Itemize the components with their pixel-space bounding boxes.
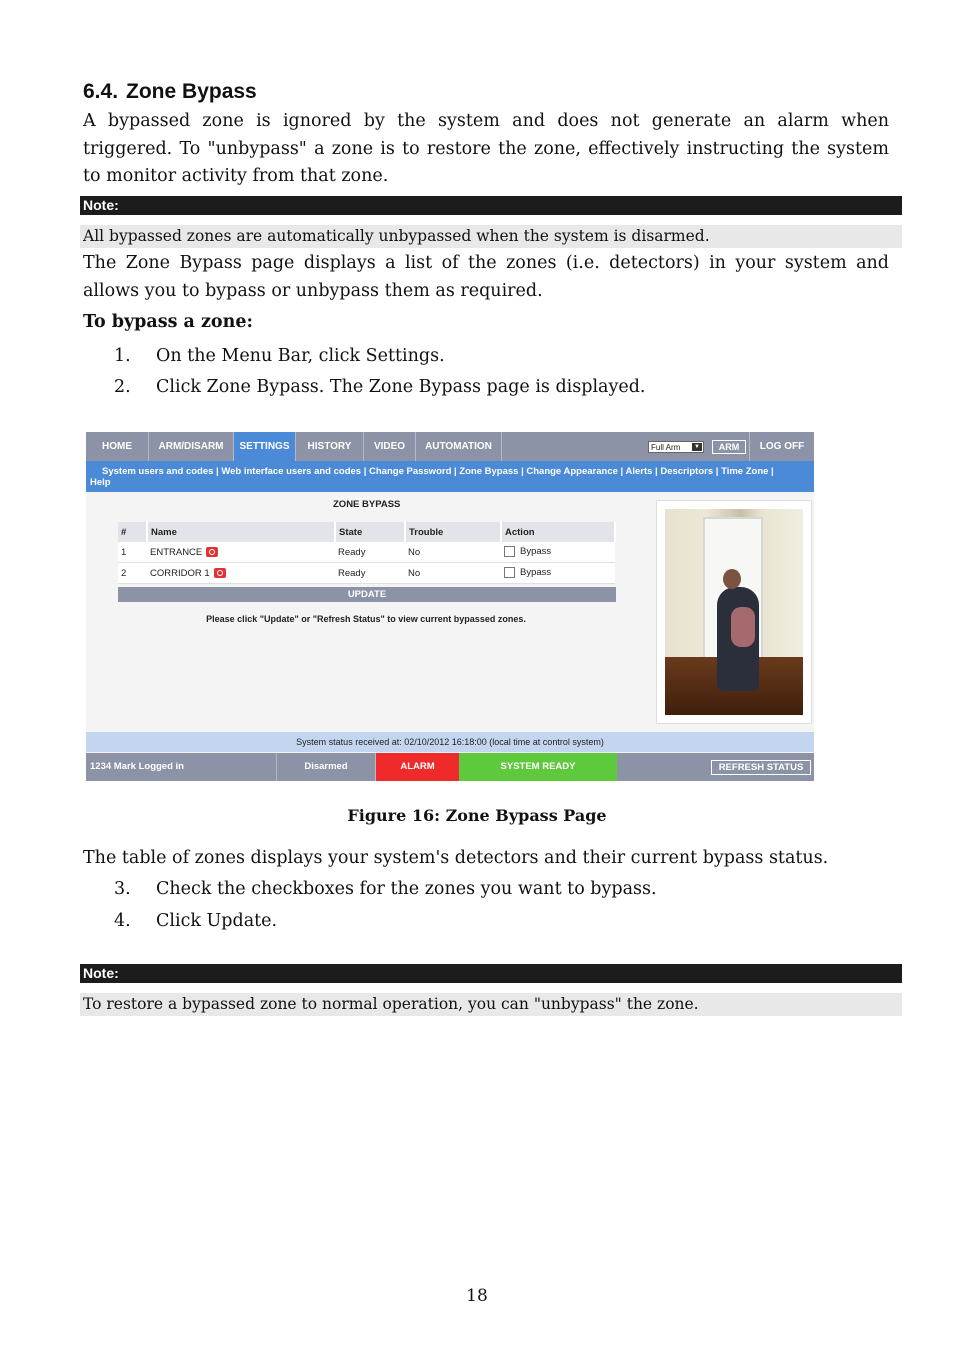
zone-bypass-title: ZONE BYPASS	[333, 499, 401, 510]
col-number: #	[118, 522, 147, 542]
section-heading	[83, 80, 257, 104]
zone-name-cell	[147, 542, 335, 563]
section-title: Zone Bypass	[126, 80, 257, 103]
bottom-status-bar	[86, 753, 814, 781]
logged-in-user: 1234 Mark Logged in	[86, 753, 277, 781]
zone-table	[118, 522, 616, 584]
procedure-title: To bypass a zone:	[83, 312, 253, 332]
figure-caption: Figure 16: Zone Bypass Page	[347, 806, 607, 825]
settings-submenu	[86, 461, 814, 492]
zone-trouble: No	[405, 542, 501, 563]
family-photo	[665, 509, 803, 715]
col-name: Name	[147, 522, 335, 542]
system-ready-indicator: SYSTEM READY	[459, 753, 617, 781]
step-number: 2.	[114, 377, 131, 397]
table-row	[118, 542, 615, 563]
step-text: Click Zone Bypass. The Zone Bypass page is displayed.	[156, 377, 646, 397]
photo-frame	[656, 500, 812, 724]
alarm-indicator: ALARM	[376, 753, 459, 781]
step-number: 3.	[114, 879, 131, 899]
note-text: To restore a bypassed zone to normal operation, you can "unbypass" the zone.	[80, 993, 902, 1016]
step-text: On the Menu Bar, click Settings.	[156, 346, 445, 366]
nav-home[interactable]: HOME	[86, 432, 149, 461]
nav-arm-disarm[interactable]: ARM/DISARM	[149, 432, 234, 461]
bypass-checkbox[interactable]	[504, 546, 515, 557]
zone-name: CORRIDOR 1	[150, 567, 210, 579]
col-action: Action	[501, 522, 615, 542]
arm-mode-value: Full Arm	[651, 443, 681, 452]
submenu-links[interactable]: System users and codes | Web interface users and codes | Change Password | Zone Bypass | Change Appearance | Alerts | Descriptors | Time Zone |	[102, 466, 774, 477]
nav-settings[interactable]: SETTINGS	[234, 432, 296, 461]
step-text: Check the checkboxes for the zones you want to bypass.	[156, 879, 657, 899]
refresh-status-button[interactable]: REFRESH STATUS	[711, 760, 811, 775]
submenu-help-link[interactable]: Help	[90, 477, 111, 488]
table-description: The table of zones displays your system's detectors and their current bypass status.	[83, 848, 829, 868]
arm-button[interactable]: ARM	[712, 440, 746, 454]
logoff-button[interactable]: LOG OFF	[749, 432, 814, 461]
table-row	[118, 563, 615, 584]
col-state: State	[335, 522, 405, 542]
zone-name: ENTRANCE	[150, 546, 203, 558]
update-button[interactable]: UPDATE	[118, 587, 616, 602]
camera-icon[interactable]	[206, 547, 218, 557]
step-number: 4.	[114, 911, 131, 931]
zone-name-cell	[147, 563, 335, 584]
camera-icon[interactable]	[214, 568, 226, 578]
zone-state: Ready	[335, 563, 405, 584]
nav-automation[interactable]: AUTOMATION	[416, 432, 502, 461]
description-paragraph: The Zone Bypass page displays a list of the zones (i.e. detectors) in your system and allows you to bypass or unbypass them as required.	[83, 253, 889, 301]
bypass-checkbox[interactable]	[504, 567, 515, 578]
zone-action	[501, 542, 615, 563]
col-trouble: Trouble	[405, 522, 501, 542]
step-text: Click Update.	[156, 911, 278, 931]
zone-bypass-screenshot	[86, 432, 814, 781]
system-state: Disarmed	[277, 753, 376, 781]
zone-number: 2	[118, 563, 147, 584]
nav-video[interactable]: VIDEO	[364, 432, 416, 461]
note-text: All bypassed zones are automatically unbypassed when the system is disarmed.	[80, 225, 902, 248]
note-label: Note:	[80, 196, 902, 215]
arm-mode-select[interactable]	[648, 441, 704, 453]
zone-state: Ready	[335, 542, 405, 563]
zone-number: 1	[118, 542, 147, 563]
step-number: 1.	[114, 346, 131, 366]
nav-history[interactable]: HISTORY	[296, 432, 364, 461]
top-menu-bar	[86, 432, 814, 461]
zone-trouble: No	[405, 563, 501, 584]
bypass-label: Bypass	[520, 546, 552, 558]
section-number: 6.4.	[83, 80, 119, 103]
intro-paragraph: A bypassed zone is ignored by the system and does not generate an alarm when triggered. To "unbypass" a zone is to restore the zone, effectively instructing the system to monitor activity from that zone.	[83, 111, 889, 186]
hint-text: Please click "Update" or "Refresh Status" to view current bypassed zones.	[206, 614, 526, 624]
system-status-line: System status received at: 02/10/2012 16:18:00 (local time at control system)	[86, 732, 814, 752]
note-label: Note:	[80, 964, 902, 983]
page-number: 18	[466, 1286, 488, 1306]
bypass-label: Bypass	[520, 567, 552, 579]
chevron-down-icon: ▼	[692, 443, 702, 451]
zone-action	[501, 563, 615, 584]
